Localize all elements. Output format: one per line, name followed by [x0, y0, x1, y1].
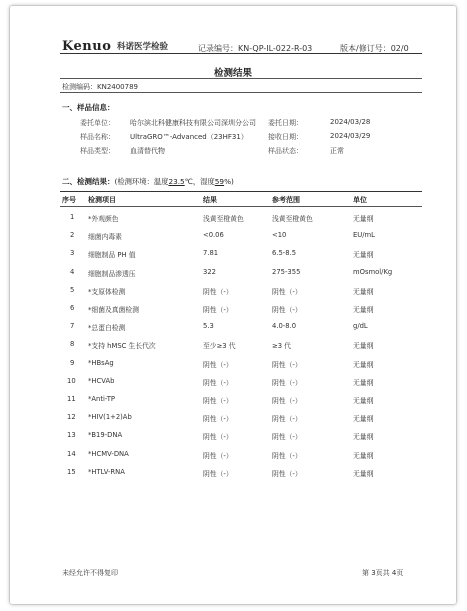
row-unit: g/dL: [353, 322, 368, 331]
row-result: 阴性（-）: [203, 306, 233, 314]
row-unit: 无量纲: [353, 306, 374, 314]
row-unit: 无量纲: [353, 378, 374, 387]
row-unit: 无量纲: [353, 415, 374, 424]
row-unit: 无量纲: [353, 251, 374, 260]
version-number: 版本/修订号：02/0: [340, 44, 409, 53]
row-item: *支原体检测: [88, 287, 126, 296]
test-id-divider: [60, 92, 422, 93]
row-result: 浅黄至橙黄色: [203, 215, 244, 223]
row-range: 275-355: [272, 267, 301, 276]
row-result: 阴性（-）: [203, 378, 233, 387]
row-item: 细胞制品 PH 值: [88, 251, 136, 260]
row-no: 8: [70, 340, 75, 349]
row-item: *HCVAb: [88, 376, 115, 385]
col-header-range: 参考范围: [272, 196, 300, 204]
env-humidity: 59: [214, 177, 225, 186]
entrust-date-value: 2024/03/28: [330, 118, 371, 126]
row-item: *支持 hMSC 生长代次: [88, 342, 156, 351]
footer-copy-notice: 未经允许不得复印: [62, 569, 118, 577]
row-range: 阴性（-）: [272, 397, 302, 405]
row-no: 2: [70, 231, 75, 240]
row-no: 4: [70, 267, 75, 276]
row-item: 细胞制品渗透压: [88, 269, 136, 278]
row-item: *外观颜色: [88, 215, 119, 223]
row-unit: 无量纲: [353, 469, 374, 478]
row-unit: 无量纲: [353, 397, 374, 405]
table-header-rule: [60, 206, 422, 207]
row-item: *Anti-TP: [88, 395, 115, 403]
row-no: 11: [67, 395, 76, 403]
col-header-no: 序号: [62, 196, 76, 204]
receive-date-label: 接收日期：: [268, 133, 303, 141]
row-result: 7.81: [203, 249, 219, 258]
test-id: 检测编码：KN2400789: [62, 83, 139, 91]
row-no: 6: [70, 304, 75, 312]
row-item: *HBsAg: [88, 358, 114, 367]
row-result: 阴性（-）: [203, 469, 233, 478]
sample-name-value: UltraGRO™-Advanced（23HF31）: [130, 133, 248, 141]
row-range: <10: [272, 231, 287, 240]
header-divider: [60, 53, 422, 54]
row-no: 5: [70, 285, 75, 294]
row-no: 1: [70, 213, 75, 221]
footer-page-number: 第 3页共 4页: [362, 569, 404, 577]
row-item: *HIV(1+2)Ab: [88, 413, 132, 422]
title-divider: [60, 78, 422, 79]
row-item: 细菌内毒素: [88, 233, 122, 242]
col-header-result: 结果: [203, 196, 217, 204]
row-no: 14: [67, 449, 76, 458]
row-result: <0.06: [203, 231, 224, 240]
row-range: 阴性（-）: [272, 415, 302, 424]
sample-state-label: 样品状态：: [268, 147, 303, 155]
row-range: 阴性（-）: [272, 451, 302, 460]
sample-state-value: 正常: [330, 147, 344, 155]
row-no: 9: [70, 358, 75, 367]
row-range: 浅黄至橙黄色: [272, 215, 313, 223]
row-item: *HCMV-DNA: [88, 449, 129, 458]
results-heading-line: [62, 176, 234, 187]
row-unit: mOsmol/Kg: [353, 267, 393, 276]
row-range: 阴性（-）: [272, 287, 302, 296]
col-header-unit: 单位: [353, 196, 367, 204]
row-item: *总蛋白检测: [88, 324, 126, 333]
report-page: [10, 6, 456, 604]
company-logo: Kenuo: [62, 39, 112, 54]
env-temperature: 23.5: [168, 177, 185, 186]
row-range: 6.5-8.5: [272, 249, 297, 258]
col-header-item: 检测项目: [88, 196, 116, 204]
row-result: 阴性（-）: [203, 287, 233, 296]
row-range: 阴性（-）: [272, 360, 302, 369]
sample-type-value: 血清替代物: [130, 147, 165, 155]
row-unit: 无量纲: [353, 360, 374, 369]
row-unit: 无量纲: [353, 433, 374, 442]
row-result: 5.3: [203, 322, 214, 331]
env-mid: ℃，湿度: [184, 177, 215, 186]
row-result: 阴性（-）: [203, 451, 233, 460]
env-prefix: (检测环境：温度: [114, 177, 169, 186]
row-item: *细菌及真菌检测: [88, 306, 139, 314]
row-unit: 无量纲: [353, 287, 374, 296]
row-range: 阴性（-）: [272, 469, 302, 478]
row-item: *HTLV-RNA: [88, 467, 125, 476]
sample-info-heading: 一、样品信息：: [62, 103, 115, 112]
row-result: 阴性（-）: [203, 397, 233, 405]
row-no: 12: [67, 413, 76, 422]
env-suffix: %): [224, 177, 234, 186]
results-heading: 二、检测结果：: [62, 177, 115, 186]
row-result: 阴性（-）: [203, 433, 233, 442]
report-title: 检测结果: [213, 68, 252, 79]
company-name: 科诺医学检验: [117, 42, 169, 52]
entrust-date-label: 委托日期：: [268, 119, 303, 127]
sample-type-label: 样品类型：: [80, 147, 115, 155]
row-no: 13: [67, 431, 76, 440]
row-result: 阴性（-）: [203, 360, 233, 369]
row-range: ≥3 代: [272, 342, 291, 351]
client-value: 哈尔滨北科健康科技有限公司深圳分公司: [130, 119, 256, 127]
row-item: *B19-DNA: [88, 431, 123, 440]
row-result: 阴性（-）: [203, 415, 233, 424]
row-no: 10: [67, 376, 76, 385]
row-range: 4.0-8.0: [272, 322, 297, 331]
client-label: 委托单位：: [80, 119, 115, 127]
row-unit: 无量纲: [353, 215, 374, 223]
row-no: 7: [70, 322, 75, 331]
row-range: 阴性（-）: [272, 378, 302, 387]
record-number: 记录编号：KN-QP-IL-022-R-03: [198, 44, 313, 53]
row-no: 15: [67, 467, 76, 476]
sample-name-label: 样品名称：: [80, 133, 115, 141]
row-range: 阴性（-）: [272, 306, 302, 314]
row-result: 322: [203, 267, 216, 276]
row-result: 至少≥3 代: [203, 342, 236, 351]
row-unit: 无量纲: [353, 451, 374, 460]
row-unit: EU/mL: [353, 231, 375, 240]
row-range: 阴性（-）: [272, 433, 302, 442]
row-no: 3: [70, 249, 75, 258]
row-unit: 无量纲: [353, 342, 374, 351]
receive-date-value: 2024/03/29: [330, 132, 371, 140]
table-top-rule: [60, 191, 422, 192]
